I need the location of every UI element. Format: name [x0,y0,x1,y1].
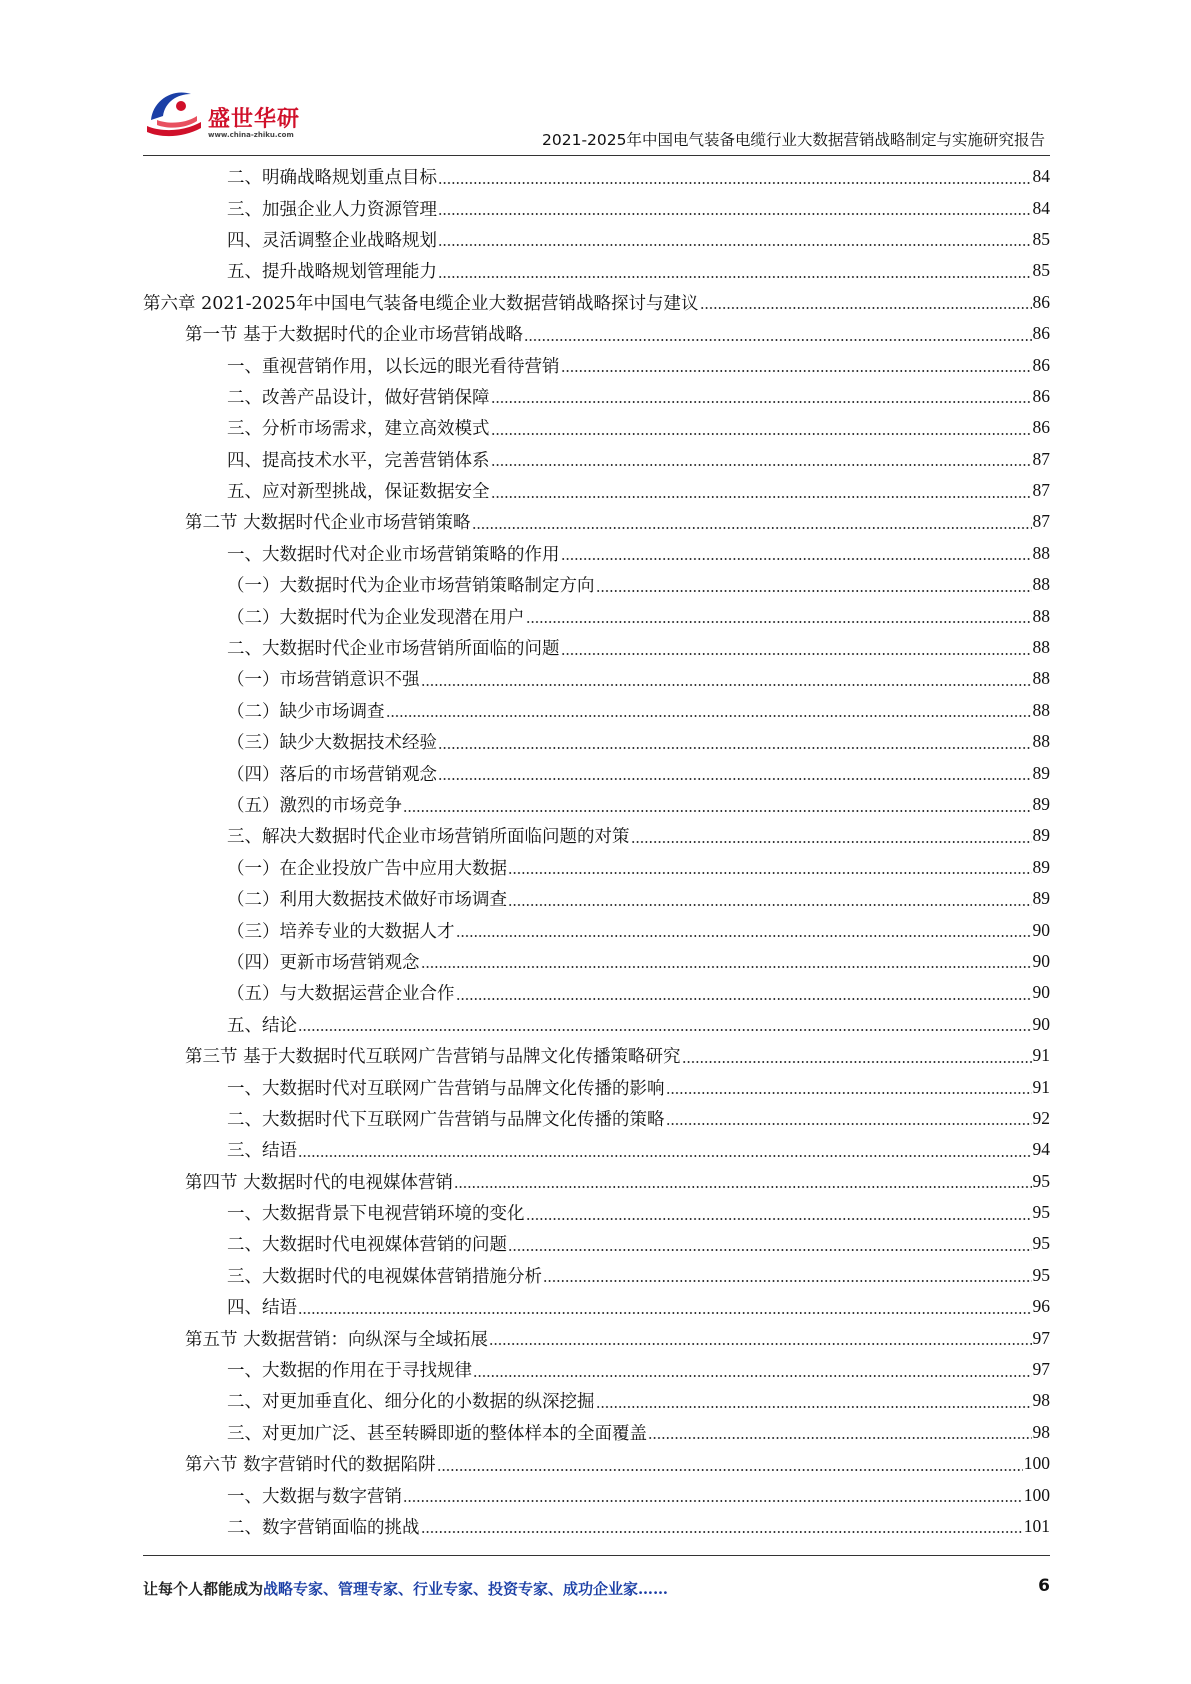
toc-entry-page: 88 [1032,731,1050,752]
toc-dot-leader [437,1456,1023,1472]
toc-entry-title: 一、重视营销作用，以长远的眼光看待营销 [227,356,560,377]
toc-entry-title: （一）在企业投放广告中应用大数据 [227,858,507,879]
toc-entry-title: （一）大数据时代为企业市场营销策略制定方向 [227,576,595,597]
toc-entry[interactable] [143,977,1050,1008]
toc-entry-title: （四）落后的市场营销观念 [227,764,437,785]
toc-entry-title: 第六节 数字营销时代的数据陷阱 [185,1455,436,1476]
toc-entry-page: 90 [1032,982,1050,1003]
toc-entry[interactable] [143,757,1050,788]
toc-entry-title: 第五节 大数据营销：向纵深与全域拓展 [185,1329,489,1350]
toc-entry-page: 88 [1032,637,1050,658]
toc-entry-title: 五、应对新型挑战，保证数据安全 [227,482,490,503]
toc-entry[interactable] [143,1511,1050,1542]
toc-entry[interactable] [143,1228,1050,1259]
toc-entry-page: 89 [1032,856,1050,877]
toc-entry[interactable] [143,318,1050,349]
toc-dot-leader [543,1267,1032,1283]
toc-entry[interactable] [143,1071,1050,1102]
toc-dot-leader [508,1236,1032,1252]
toc-entry-page: 92 [1032,1107,1050,1128]
toc-entry-page: 95 [1032,1202,1050,1223]
toc-entry-title: 三、加强企业人力资源管理 [227,199,437,220]
logo-emblem-icon [143,80,207,144]
toc-dot-leader [526,1205,1032,1221]
toc-entry-page: 86 [1032,354,1050,375]
page-header [143,80,1050,156]
toc-entry-title: 四、结语 [227,1298,297,1319]
toc-entry-title: （五）与大数据运营企业合作 [227,984,455,1005]
toc-dot-leader [454,1173,1031,1189]
toc-entry[interactable] [143,663,1050,694]
toc-entry-title: （二）缺少市场调查 [227,701,385,722]
toc-entry-page: 88 [1032,605,1050,626]
toc-entry-title: （三）培养专业的大数据人才 [227,921,455,942]
toc-entry-title: 一、大数据时代对企业市场营销策略的作用 [227,544,560,565]
toc-entry[interactable] [143,1040,1050,1071]
footer-divider [143,1555,1050,1556]
toc-entry[interactable] [143,632,1050,663]
toc-entry[interactable] [143,1291,1050,1322]
toc-dot-leader [561,357,1032,373]
slogan-highlight: 战略专家、管理专家、行业专家、投资专家、成功企业家…… [263,1580,669,1598]
toc-entry-page: 84 [1032,197,1050,218]
toc-entry-page: 89 [1032,888,1050,909]
toc-dot-leader [491,388,1032,404]
toc-entry-page: 100 [1023,1453,1050,1474]
toc-dot-leader [421,1518,1023,1534]
toc-entry[interactable] [143,1385,1050,1416]
toc-entry-title: 三、分析市场需求，建立高效模式 [227,419,490,440]
toc-dot-leader [648,1424,1032,1440]
toc-entry-page: 88 [1032,699,1050,720]
toc-entry-title: 四、灵活调整企业战略规划 [227,230,437,251]
toc-entry[interactable] [143,946,1050,977]
toc-entry-page: 85 [1032,260,1050,281]
toc-entry-page: 89 [1032,825,1050,846]
toc-dot-leader [298,1016,1032,1032]
toc-entry-title: （二）大数据时代为企业发现潜在用户 [227,607,525,628]
toc-entry-title: 二、大数据时代企业市场营销所面临的问题 [227,639,560,660]
toc-entry-page: 94 [1032,1139,1050,1160]
toc-dot-leader [456,985,1032,1001]
toc-entry-page: 88 [1032,668,1050,689]
toc-entry[interactable] [143,192,1050,223]
toc-entry[interactable] [143,1134,1050,1165]
toc-entry[interactable] [143,1166,1050,1197]
toc-entry-title: 三、大数据时代的电视媒体营销措施分析 [227,1266,542,1287]
toc-dot-leader [561,545,1032,561]
toc-entry-page: 97 [1032,1359,1050,1380]
toc-entry-page: 87 [1032,480,1050,501]
toc-entry[interactable] [143,1197,1050,1228]
toc-dot-leader [438,200,1032,216]
toc-entry[interactable] [143,506,1050,537]
toc-entry[interactable] [143,1417,1050,1448]
toc-entry[interactable] [143,1354,1050,1385]
toc-dot-leader [491,451,1032,467]
toc-entry-page: 86 [1032,291,1050,312]
toc-entry-title: 三、对更加广泛、甚至转瞬即逝的整体样本的全面覆盖 [227,1423,647,1444]
toc-entry-title: 一、大数据与数字营销 [227,1486,402,1507]
toc-entry[interactable] [143,914,1050,945]
toc-dot-leader [438,734,1032,750]
toc-entry-page: 98 [1032,1421,1050,1442]
toc-entry-page: 87 [1032,448,1050,469]
toc-entry-page: 86 [1032,417,1050,438]
toc-entry-title: 第二节 大数据时代企业市场营销策略 [185,513,471,534]
toc-dot-leader [386,702,1032,718]
toc-entry[interactable] [143,224,1050,255]
toc-dot-leader [508,859,1032,875]
toc-entry-page: 90 [1032,919,1050,940]
toc-dot-leader [491,483,1032,499]
toc-entry[interactable] [143,852,1050,883]
table-of-contents [143,161,1050,1542]
toc-entry-title: 第四节 大数据时代的电视媒体营销 [185,1172,454,1193]
toc-entry[interactable] [143,695,1050,726]
footer-slogan [143,1578,668,1599]
toc-entry-title: （二）利用大数据技术做好市场调查 [227,890,507,911]
toc-entry-title: 二、大数据时代下互联网广告营销与品牌文化传播的策略 [227,1109,665,1130]
toc-entry-title: 四、提高技术水平，完善营销体系 [227,450,490,471]
header-divider [143,155,1050,156]
toc-dot-leader [526,608,1032,624]
toc-entry-page: 96 [1032,1296,1050,1317]
toc-dot-leader [700,294,1032,310]
toc-entry-page: 98 [1032,1390,1050,1411]
toc-entry-page: 100 [1023,1484,1050,1505]
toc-dot-leader [561,640,1032,656]
toc-entry-title: 三、结语 [227,1141,297,1162]
toc-entry-page: 89 [1032,794,1050,814]
toc-dot-leader [438,169,1032,185]
toc-entry-page: 86 [1032,385,1050,406]
toc-entry-title: 五、结论 [227,1015,297,1036]
toc-dot-leader [524,326,1031,342]
toc-dot-leader [421,671,1032,687]
toc-entry[interactable] [143,412,1050,443]
toc-entry-page: 97 [1032,1327,1050,1348]
toc-entry[interactable] [143,349,1050,380]
toc-entry-title: 二、大数据时代电视媒体营销的问题 [227,1235,507,1256]
toc-entry[interactable] [143,1260,1050,1291]
toc-entry[interactable] [143,1009,1050,1040]
toc-entry-page: 85 [1032,228,1050,249]
brand-url: www.china-zhiku.com [208,131,294,139]
toc-dot-leader [596,1393,1032,1409]
toc-entry-title: 五、提升战略规划管理能力 [227,262,437,283]
toc-entry[interactable] [143,600,1050,631]
toc-dot-leader [472,514,1032,530]
toc-dot-leader [403,797,1032,813]
toc-entry[interactable] [143,287,1050,318]
toc-dot-leader [666,1079,1032,1095]
toc-entry-title: 二、对更加垂直化、细分化的小数据的纵深挖掘 [227,1392,595,1413]
page-number: 6 [1038,1576,1050,1596]
toc-entry-page: 95 [1032,1170,1050,1191]
toc-entry-page: 84 [1032,166,1050,187]
toc-entry-title: 第六章 2021-2025年中国电气装备电缆企业大数据营销战略探讨与建议 [143,293,699,314]
toc-dot-leader [438,765,1032,781]
toc-entry[interactable] [143,538,1050,569]
toc-entry-title: 二、明确战略规划重点目标 [227,168,437,189]
toc-entry-title: 一、大数据时代对互联网广告营销与品牌文化传播的影响 [227,1078,665,1099]
toc-dot-leader [421,953,1032,969]
toc-dot-leader [491,420,1032,436]
toc-entry[interactable] [143,255,1050,286]
company-logo [143,80,323,150]
toc-entry-page: 89 [1032,762,1050,783]
toc-entry[interactable] [143,789,1050,820]
toc-dot-leader [489,1330,1031,1346]
toc-entry-page: 91 [1032,1076,1050,1097]
toc-dot-leader [298,1299,1032,1315]
toc-entry-title: （四）更新市场营销观念 [227,952,420,973]
toc-entry-title: 三、解决大数据时代企业市场营销所面临问题的对策 [227,827,630,848]
brand-name: 盛世华研 [208,107,301,132]
toc-entry[interactable] [143,475,1050,506]
toc-dot-leader [473,1362,1032,1378]
toc-entry[interactable] [143,883,1050,914]
toc-entry-title: 二、改善产品设计，做好营销保障 [227,387,490,408]
toc-dot-leader [666,1110,1032,1126]
toc-entry[interactable] [143,820,1050,851]
toc-entry-page: 86 [1032,323,1050,344]
slogan-prefix: 让每个人都能成为 [143,1580,264,1598]
toc-entry[interactable] [143,444,1050,475]
toc-entry-title: 一、大数据背景下电视营销环境的变化 [227,1204,525,1225]
toc-dot-leader [438,231,1032,247]
toc-dot-leader [298,1142,1032,1158]
toc-dot-leader [682,1048,1032,1064]
toc-dot-leader [456,922,1032,938]
toc-entry-page: 90 [1032,1013,1050,1034]
toc-entry-page: 90 [1032,950,1050,971]
toc-entry[interactable] [143,726,1050,757]
toc-entry-title: 二、数字营销面临的挑战 [227,1517,420,1538]
toc-entry[interactable] [143,569,1050,600]
toc-entry-title: （一）市场营销意识不强 [227,670,420,691]
report-title: 2021-2025年中国电气装备电缆行业大数据营销战略制定与实施研究报告 [542,131,1045,149]
toc-entry-page: 88 [1032,542,1050,563]
toc-entry-title: 第三节 基于大数据时代互联网广告营销与品牌文化传播策略研究 [185,1047,681,1068]
toc-entry-title: （五）激烈的市场竞争 [227,796,402,816]
toc-entry-title: 第一节 基于大数据时代的企业市场营销战略 [185,325,524,346]
toc-entry-page: 95 [1032,1264,1050,1285]
toc-entry-title: （三）缺少大数据技术经验 [227,733,437,754]
toc-dot-leader [508,891,1032,907]
toc-entry[interactable] [143,1479,1050,1510]
toc-entry-page: 88 [1032,574,1050,595]
toc-entry-page: 101 [1023,1515,1050,1536]
toc-entry[interactable] [143,1103,1050,1134]
toc-entry-page: 95 [1032,1233,1050,1254]
toc-entry[interactable] [143,381,1050,412]
toc-entry-page: 91 [1032,1045,1050,1066]
toc-dot-leader [438,263,1032,279]
toc-entry[interactable] [143,1322,1050,1353]
toc-entry[interactable] [143,1448,1050,1479]
toc-dot-leader [596,577,1032,593]
toc-entry-page: 87 [1032,511,1050,532]
toc-entry-title: 一、大数据的作用在于寻找规律 [227,1361,472,1382]
toc-dot-leader [631,828,1032,844]
toc-entry[interactable] [143,161,1050,192]
toc-dot-leader [403,1487,1023,1503]
